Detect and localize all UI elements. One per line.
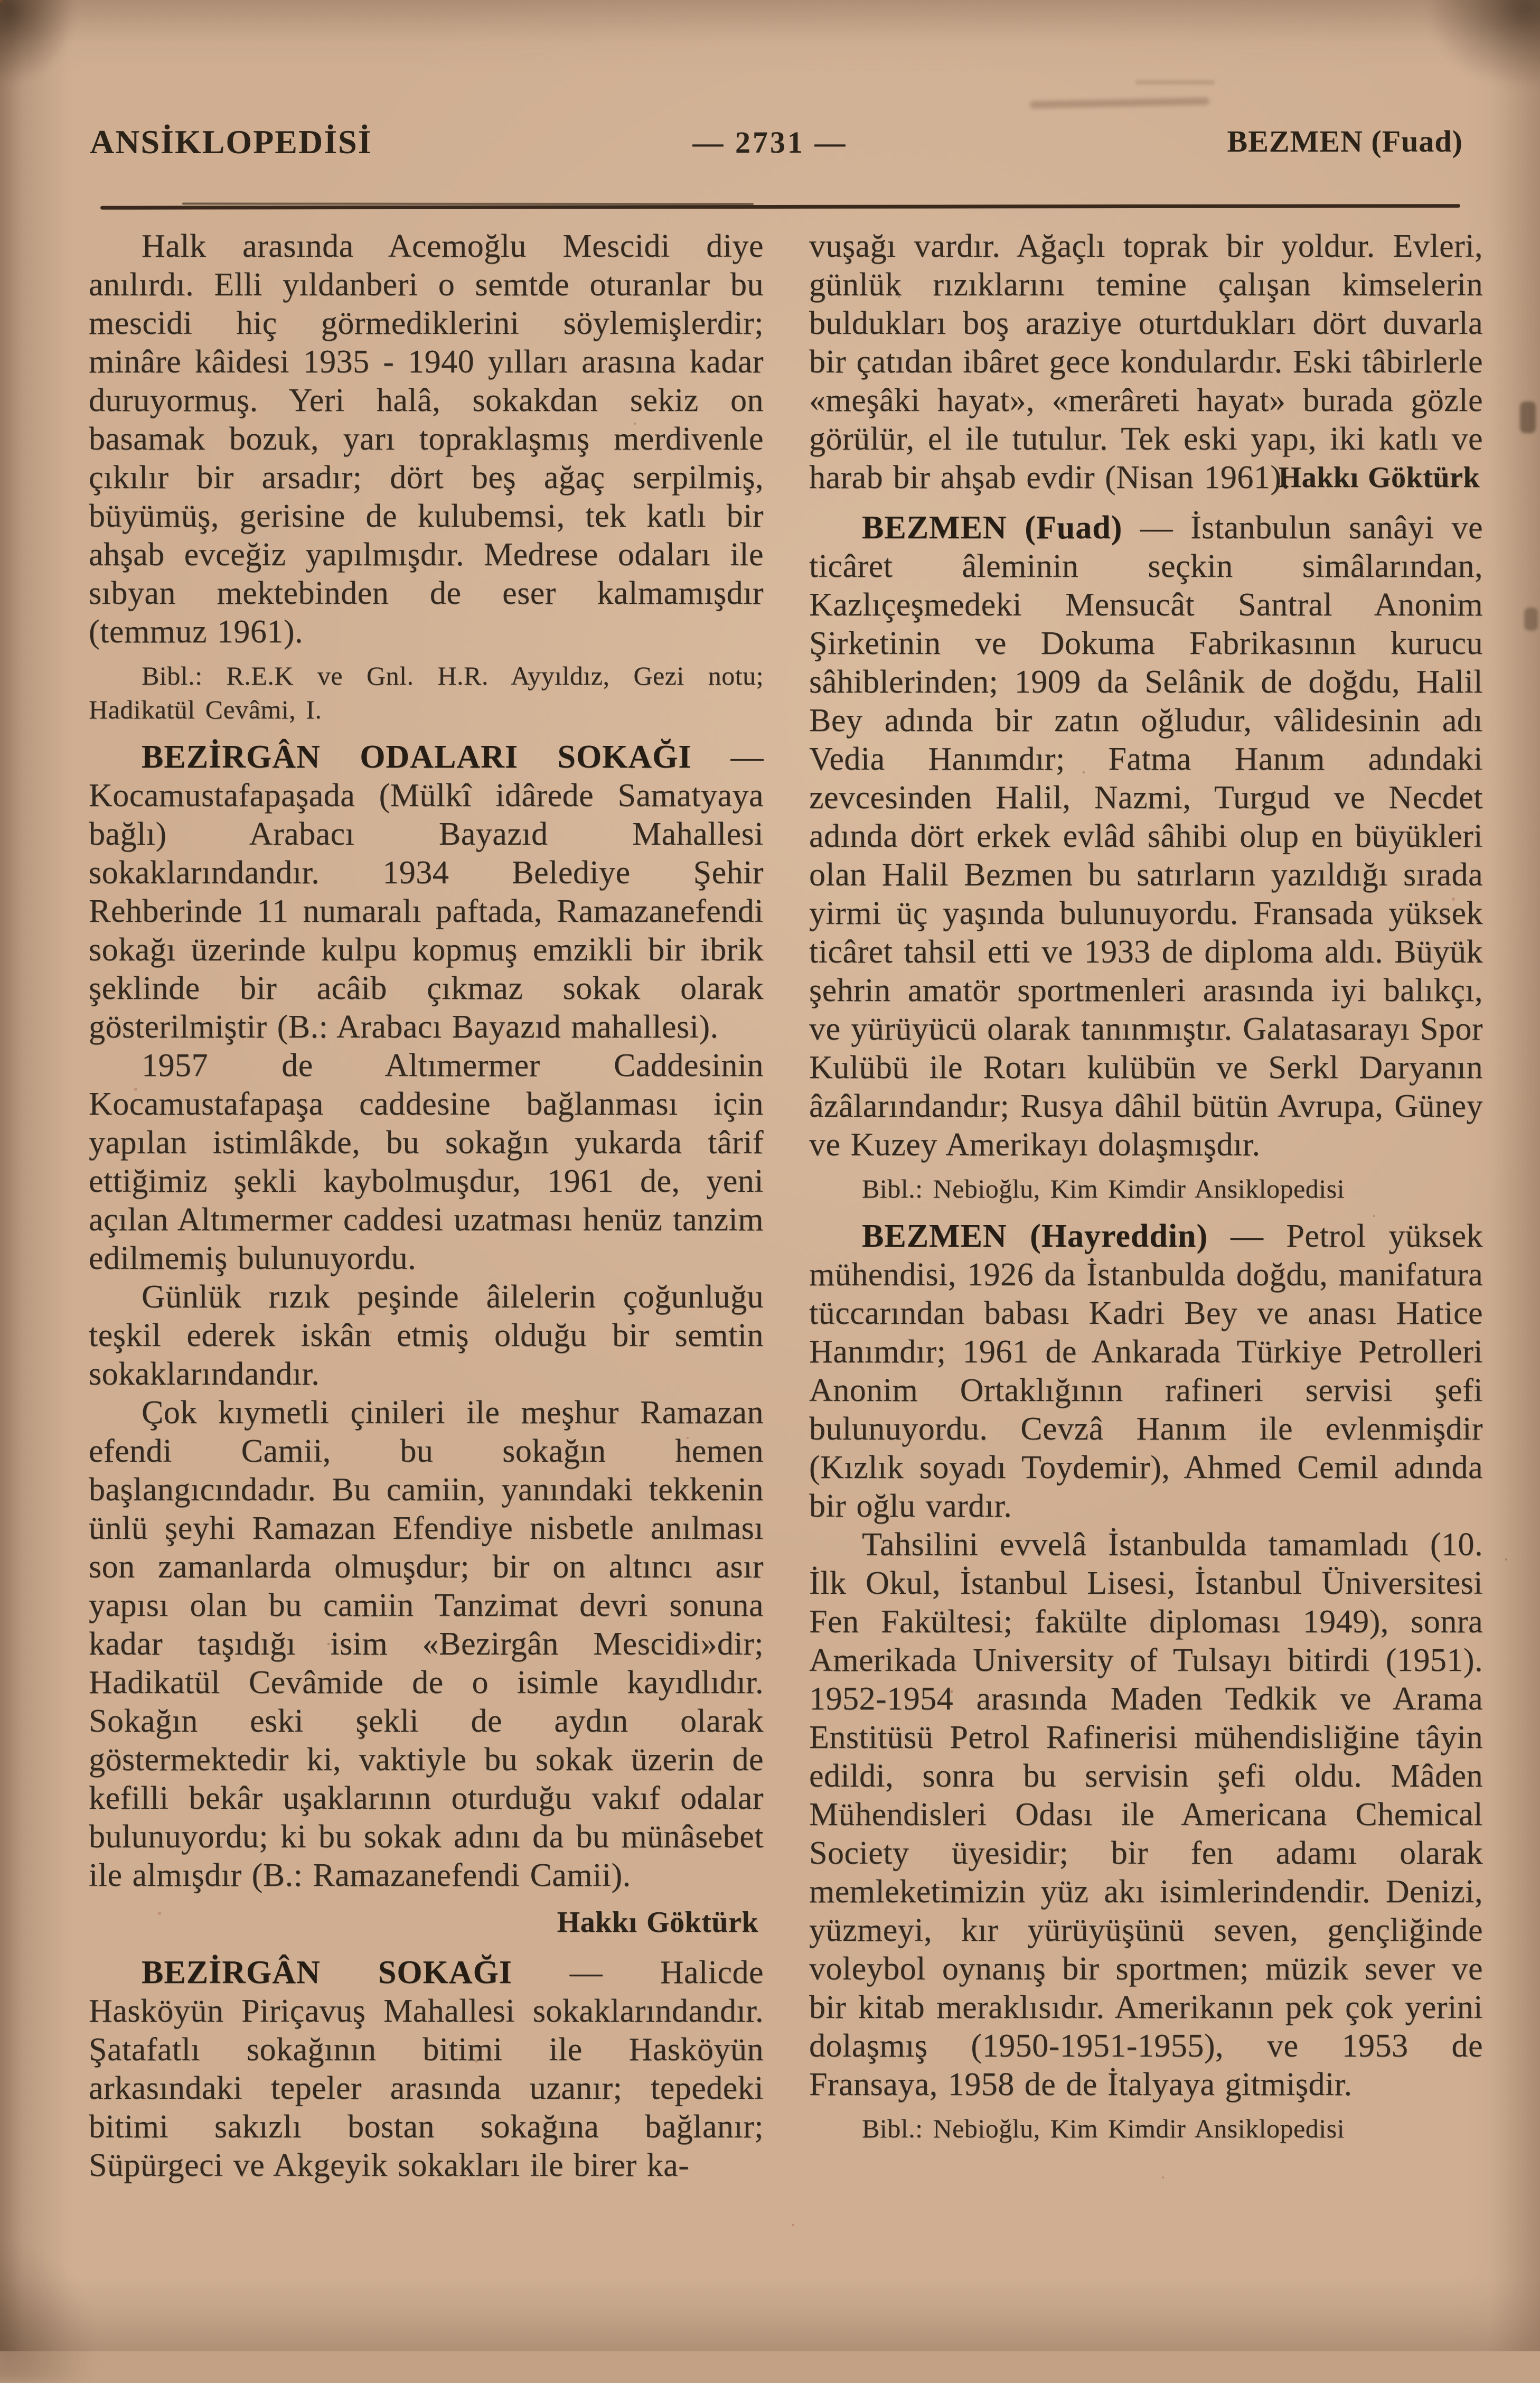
scan-smudge: [1135, 80, 1215, 85]
header-rule: [100, 204, 1460, 210]
author-signature: Hakkı Göktürk: [1278, 461, 1480, 494]
scan-mark: [1524, 608, 1538, 631]
paragraph: Günlük rızık peşinde âilelerin çoğunluğu teşkil ederek iskân etmiş olduğu bir semtin sokaklarındandır.: [89, 1279, 764, 1392]
paragraph: Çok kıymetli çinileri ile meşhur Ramazan efendi Camii, bu sokağın hemen başlangıcındadır. Bu camiin, yanındaki tekkenin ünlü şeyhi Ramazan Efendiye nisbetle anılması son zamanlarda olmuşdur; bir on altıncı asır yapısı olan bu camiin Tanzimat devri sonuna kadar taşıdığı isim «Bezirgân Mescidi»dir; Hadikatül Cevâmide de o isimle kayıdlıdır. Sokağın eski şekli de aydın olarak göstermektedir ki, vaktiyle bu sokak üzerin de kefilli bekâr uşaklarının oturduğu vakıf odalar bulunuyordu; ki bu sokak adını da bu münâsebet ile almışdır (B.: Ramazanefendi Camii).: [89, 1395, 764, 1893]
bibliography-note: Bibl.: R.E.K ve Gnl. H.R. Ayyıldız, Gezi notu; Hadikatül Cevâmi, I.: [89, 661, 764, 724]
entry-paragraph: BEZMEN (Fuad) — İstanbulun sanâyi ve ticâret âleminin seçkin simâlarından, Kazlıçeşmedeki Mensucât Santral Anonim Şirketinin ve Dokuma Fabrikasının kurucu sâhiblerinden; 1909 da Selânik de doğdu, Halil Bey adında bir zatın oğludur, vâlidesinin adı Vedia Hanımdır; Fatma Hanım adındaki zevcesinden Halil, Nazmi, Turgud ve Necdet adında dört erkek evlâd sâhibi olup en büyükleri olan Halil Bezmen bu satırların yazıldığı sırada yirmi üç yaşında bulunuyordu. Fransada yüksek ticâret tahsil etti ve 1933 de diploma aldı. Büyük şehrin amatör sportmenleri arasında iyi balıkçı, ve yürüyücü olarak tanınmıştır. Galatasarayı Spor Kulübü ile Rotarı kulübün ve Serkl Daryanın âzâlarındandır; Rusya dâhil bütün Avrupa, Güney ve Kuzey Amerikayı dolaşmışdır.: [809, 510, 1483, 1163]
entry-paragraph: BEZİRGÂN ODALARI SOKAĞI — Kocamustafapaşada (Mülkî idârede Samatyaya bağlı) Arabacı Bayazıd Mahallesi sokaklarındandır. 1934 Belediye Şehir Rehberinde 11 numaralı paftada, Ramazanefendi sokağı üzerinde kulpu kopmuş emzikli bir ibrik şeklinde bir acâib çıkmaz sokak olarak gösterilmiştir (B.: Arabacı Bayazıd mahallesi).: [89, 739, 764, 1045]
paper-specks: [0, 0, 2, 2]
entry-paragraph: BEZMEN (Hayreddin) — Petrol yüksek mühendisi, 1926 da İstanbulda doğdu, manifatura tüccarından babası Kadri Bey ve anası Hatice Hanımdır; 1961 de Ankarada Türkiye Petrolleri Anonim Ortaklığının rafineri servisi şefi bulunuyordu. Cevzâ Hanım ile evlenmişdir (Kızlık soyadı Toydemir), Ahmed Cemil adında bir oğlu vardır.: [809, 1218, 1483, 1524]
page-number: — 2731 —: [692, 125, 848, 160]
left-column: [89, 227, 764, 2185]
bibliography-note: Bibl.: Nebioğlu, Kim Kimdir Ansiklopedisi: [862, 2114, 1345, 2143]
right-column: [809, 227, 1483, 2154]
entry-term: BEZMEN (Hayreddin): [862, 1218, 1208, 1254]
scan-stain-top-right: [1429, 0, 1540, 87]
entry-paragraph: BEZİRGÂN SOKAĞI — Halicde Hasköyün Piriçavuş Mahallesi sokaklarındandır. Şatafatlı sokağının bitimi ile Hasköyün arkasındaki tepeler arasında uzanır; tepedeki bitimi sakızlı bostan sokağına bağlanır; Süpürgeci ve Akgeyik sokakları ile birer ka-: [89, 1955, 764, 2183]
paragraph: 1957 de Altımermer Caddesinin Kocamustafapaşa caddesine bağlanması için yapılan istimlâkde, bu sokağın yukarda târif ettiğimiz şekli kaybolmuşdur, 1961 de, yeni açılan Altımermer caddesi uzatması henüz tanzim edilmemiş bulunuyordu.: [89, 1048, 764, 1276]
scan-mark: [1520, 401, 1536, 433]
scan-stain-top-left: [0, 0, 76, 85]
entry-term: BEZİRGÂN SOKAĞI: [142, 1955, 512, 1990]
author-signature: Hakkı Göktürk: [557, 1906, 758, 1939]
page-header: [0, 123, 1540, 170]
paragraph: Tahsilini evvelâ İstanbulda tamamladı (10. İlk Okul, İstanbul Lisesi, İstanbul Üniversitesi Fen Fakültesi; fakülte diploması 1949), sonra Amerikada University of Tulsayı bitirdi (1951). 1952-1954 arasında Maden Tedkik ve Arama Enstitüsü Petrol Rafinerisi mühendisliğine tâyin edildi, sonra bu servisin şefi oldu. Mâden Mühendisleri Odası ile Americana Chemical Society üyesidir; bir fen adamı olarak memleketimizin yüz akı isimlerindendir. Denizi, yüzmeyi, kır yürüyüşünü seven, gençliğinde voleybol oynanış bir sportmen; müzik sever ve bir kitab meraklısıdır. Amerikanın pek çok yerini dolaşmış (1950-1951-1955), ve 1953 de Fransaya, 1958 de de İtalyaya gitmişdir.: [809, 1527, 1483, 2102]
scan-stain-bottom-left: [0, 2246, 95, 2383]
running-title: ANSİKLOPEDİSİ: [90, 123, 372, 161]
bibliography-note: Bibl.: Nebioğlu, Kim Kimdir Ansiklopedisi: [862, 1174, 1345, 1203]
entry-term: BEZİRGÂN ODALARI SOKAĞI: [142, 739, 692, 775]
paragraph: Halk arasında Acemoğlu Mescidi diye anılırdı. Elli yıldanberi o semtde oturanlar bu mescidi hiç görmediklerini söylemişlerdir; minâre kâidesi 1935 - 1940 yılları arasına kadar duruyormuş. Yeri halâ, sokakdan sekiz on basamak bozuk, yarı topraklaşmış merdivenle çıkılır bir arsadır; dört beş ağaç serpilmiş, büyümüş, gerisine de kulubemsi, tek katlı bir ahşab evceğiz yapılmışdır. Medrese odaları ile sıbyan mektebinden de eser kalmamışdır (temmuz 1961).: [89, 228, 764, 650]
running-entry: BEZMEN (Fuad): [1227, 124, 1463, 158]
paragraph: vuşağı vardır. Ağaçlı toprak bir yoldur. Evleri, günlük rızıklarını temine çalışan kimselerin buldukları boş araziye oturtdukları dört duvarla bir çatıdan ibâret gece kondulardır. Eski tâbirlerle «meşâki hayat», «merâreti hayat» burada gözle görülür, el ile tutulur. Tek eski yapı, iki katlı ve harab bir ahşab evdir (Nisan 1961). Hakkı Göktürk: [809, 227, 1483, 497]
scan-smudge: [1030, 97, 1209, 108]
entry-term: BEZMEN (Fuad): [862, 510, 1123, 546]
